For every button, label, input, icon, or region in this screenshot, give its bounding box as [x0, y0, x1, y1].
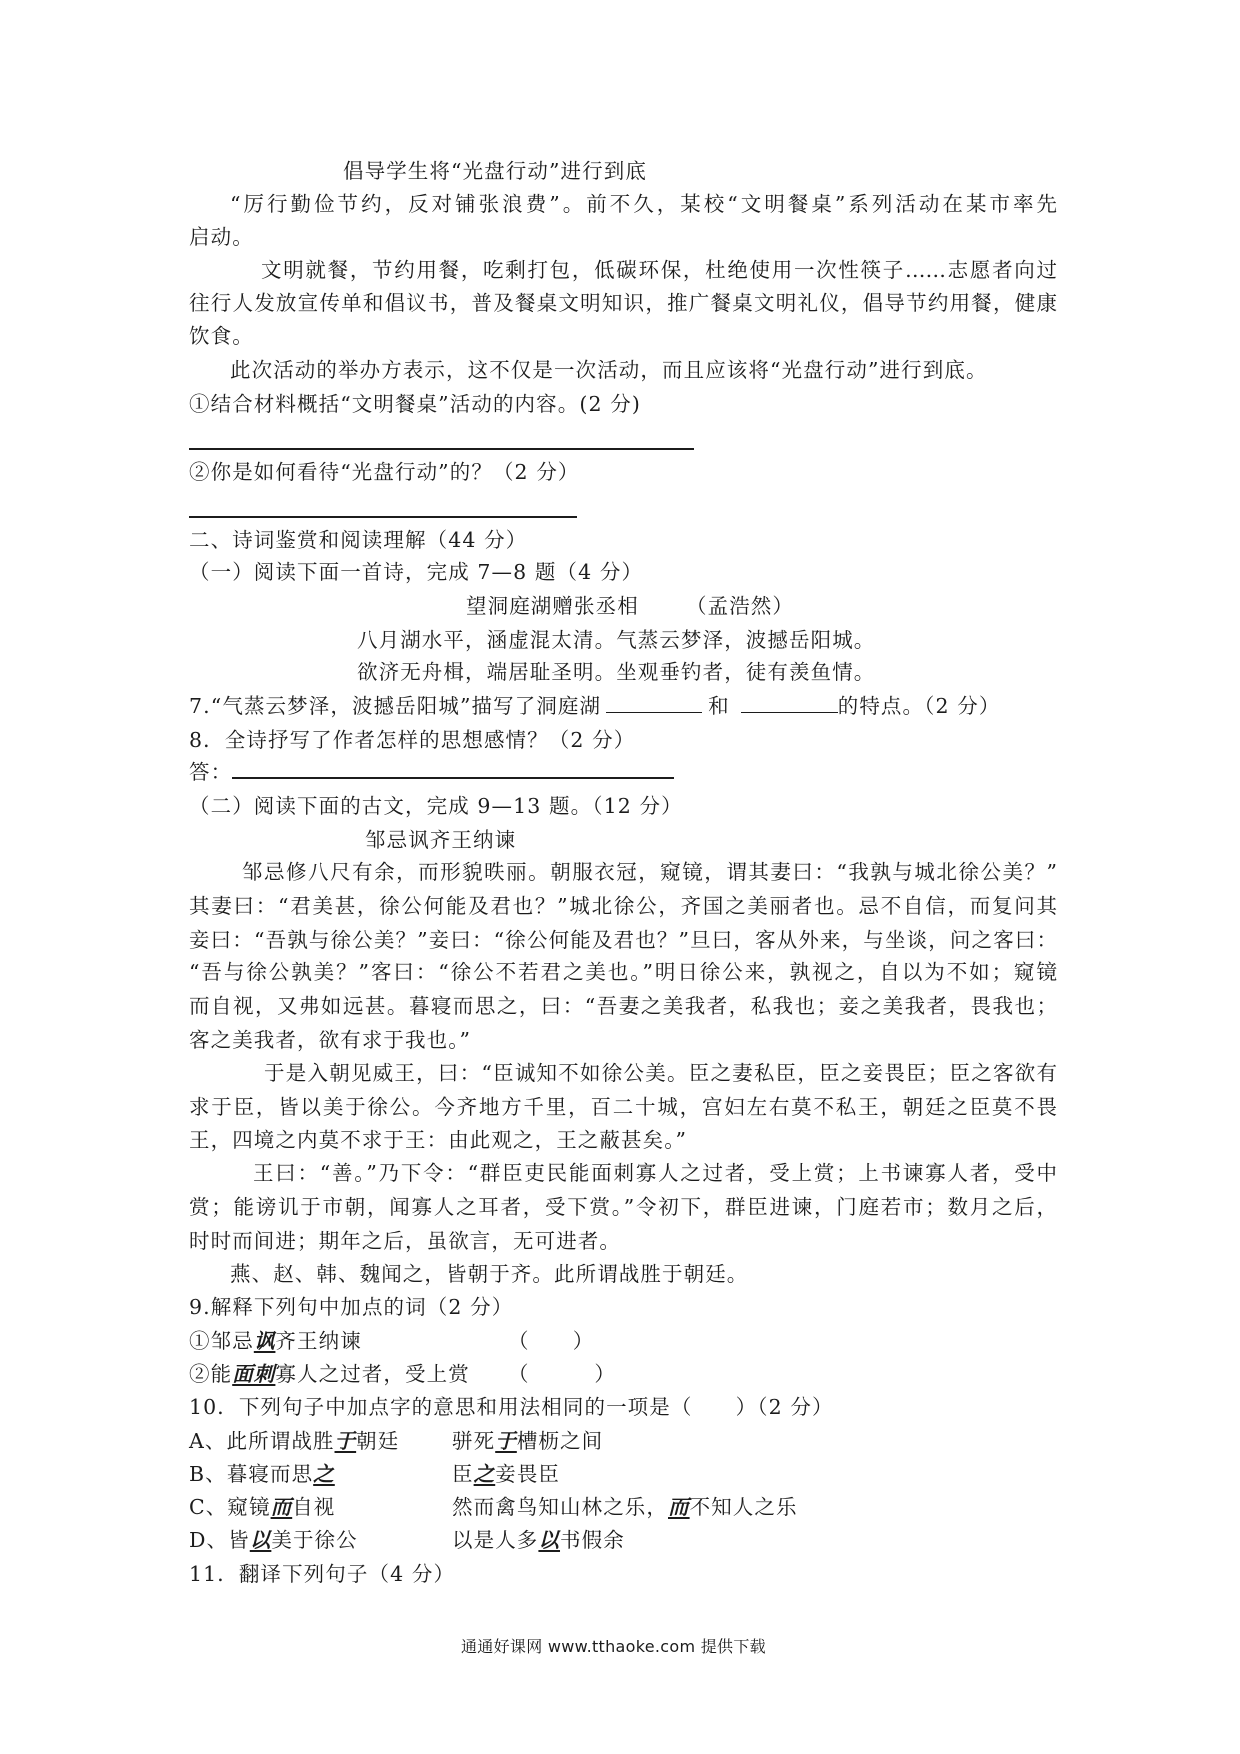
emphasized-word: 以 — [538, 1528, 561, 1552]
poem-line: 八月湖水平，涵虚混太清。气蒸云梦泽，波撼岳阳城。 — [357, 628, 876, 652]
emphasized-word: 面刺 — [232, 1362, 276, 1386]
prose-line: 时时而间进；期年之后，虽欲言，无可进者。 — [189, 1229, 621, 1253]
prose-line: 于是入朝见威王，曰：“臣诚知不如徐公美。臣之妻私臣，臣之妾畏臣；臣之客欲有 — [264, 1061, 1057, 1085]
option-b — [189, 1461, 1057, 1487]
option-text: 臣 — [452, 1462, 474, 1486]
material-line: 此次活动的举办方表示，这不仅是一次活动，而且应该将“光盘行动”进行到底。 — [230, 358, 988, 382]
prose-line: 邹忌修八尺有余，而形貌昳丽。朝服衣冠，窥镜，谓其妻曰：“我孰与城北徐公美？” — [242, 860, 1057, 884]
option-text: 然而禽鸟知山林之乐， — [452, 1495, 668, 1519]
option-label: B、 — [189, 1462, 227, 1486]
item-text: 齐王纳谏 — [275, 1329, 362, 1353]
option-label: A、 — [189, 1429, 227, 1453]
option-text: 自视 — [292, 1495, 336, 1519]
prose-line: 王曰：“善。”乃下令：“群臣吏民能面刺寡人之过者，受上赏；上书谏寡人者，受中 — [253, 1161, 1057, 1185]
answer-rule — [189, 448, 694, 450]
page-footer: 通通好课网 www.tthaoke.com 提供下载 — [461, 1637, 766, 1656]
answer-blank — [741, 694, 838, 713]
question-11: 11．翻译下列句子（4 分） — [189, 1562, 456, 1586]
prose-line: 妾曰：“吾孰与徐公美？”妾曰：“徐公何能及君也？”旦曰，客从外来，与坐谈，问之客曰： — [189, 928, 1057, 952]
question-8: 8．全诗抒写了作者怎样的思想感情？（2 分） — [189, 728, 636, 752]
prose-line: 客之美我者，欲有求于我也。” — [189, 1028, 472, 1052]
question-9: 9.解释下列句中加点的词（2 分） — [189, 1295, 514, 1319]
answer-label: 答： — [189, 760, 233, 784]
option-label: D、 — [189, 1528, 229, 1552]
emphasized-word: 而 — [270, 1495, 293, 1519]
option-text: 书假余 — [560, 1528, 625, 1552]
prose-instruction: （二）阅读下面的古文，完成 9—13 题。（12 分） — [189, 794, 683, 818]
question-8-answer-row — [189, 759, 674, 785]
option-c — [189, 1494, 1057, 1520]
option-text: 此所谓战胜 — [226, 1429, 335, 1453]
question-10: 10．下列句子中加点字的意思和用法相同的一项是（ ）（2 分） — [189, 1395, 834, 1419]
option-text: 槽枥之间 — [516, 1429, 604, 1453]
poem-title: 望洞庭湖赠张丞相 — [466, 594, 639, 618]
emphasized-word: 而 — [668, 1495, 690, 1519]
option-text: 皆 — [228, 1528, 250, 1552]
emphasized-word: 于 — [334, 1429, 357, 1453]
option-d — [189, 1527, 1057, 1553]
material-title: 倡导学生将“光盘行动”进行到底 — [343, 159, 647, 183]
prose-line: 赏；能谤讥于市朝，闻寡人之耳者，受下赏。”令初下，群臣进谏，门庭若市；数月之后， — [189, 1195, 1057, 1219]
question-7-text: 7.“气蒸云梦泽，波撼岳阳城”描写了洞庭湖 — [189, 694, 602, 718]
material-line: 文明就餐，节约用餐，吃剩打包，低碳环保，杜绝使用一次性筷子……志愿者向过 — [261, 258, 1057, 282]
option-compare-sentence — [452, 1494, 798, 1520]
prose-line: 其妻曰：“君美甚，徐公何能及君也？”城北徐公，齐国之美丽者也。忌不自信，而复问其 — [189, 894, 1057, 918]
option-compare-sentence — [452, 1428, 603, 1454]
option-text: 朝廷 — [356, 1429, 400, 1453]
answer-parentheses: （ ） — [508, 1329, 595, 1353]
option-label: C、 — [189, 1495, 228, 1519]
emphasized-word: 于 — [495, 1429, 517, 1453]
material-question-2: ②你是如何看待“光盘行动”的？（2 分） — [189, 460, 580, 484]
material-line: 往行人发放宣传单和倡议书，普及餐桌文明知识，推广餐桌文明礼仪，倡导节约用餐，健康 — [189, 291, 1057, 315]
prose-title: 邹忌讽齐王纳谏 — [365, 828, 517, 852]
material-line: 饮食。 — [189, 324, 254, 348]
emphasized-word: 以 — [249, 1528, 272, 1552]
option-text: 窥镜 — [227, 1495, 271, 1519]
option-text: 美于徐公 — [271, 1528, 358, 1552]
option-compare-sentence — [452, 1461, 560, 1487]
prose-line: 燕、赵、韩、魏闻之，皆朝于齐。此所谓战胜于朝廷。 — [230, 1262, 749, 1286]
answer-parentheses: （ ） — [508, 1362, 616, 1386]
prose-line: 而自视，又弗如远甚。暮寝而思之，曰：“吾妻之美我者，私我也；妾之美我者，畏我也； — [189, 994, 1057, 1018]
poem-author: （孟浩然） — [686, 594, 794, 618]
answer-blank — [606, 694, 702, 713]
emphasized-word: 之 — [313, 1462, 335, 1486]
item-text: ②能 — [189, 1362, 233, 1386]
question-7-connector: 和 — [708, 694, 730, 718]
question-9-item — [189, 1361, 1057, 1387]
section-heading: 二、诗词鉴赏和阅读理解（44 分） — [189, 528, 528, 552]
emphasized-word: 讽 — [253, 1329, 276, 1353]
emphasized-word: 之 — [473, 1462, 496, 1486]
option-a — [189, 1428, 1057, 1454]
option-text: 不知人之乐 — [689, 1495, 798, 1519]
answer-rule — [189, 516, 577, 518]
option-text: 暮寝而思 — [226, 1462, 314, 1486]
item-text: 寡人之过者，受上赏 — [275, 1362, 470, 1386]
question-7 — [189, 693, 1000, 719]
material-question-1: ①结合材料概括“文明餐桌”活动的内容。(2 分) — [189, 392, 641, 416]
material-line: “厉行勤俭节约，反对铺张浪费”。前不久，某校“文明餐桌”系列活动在某市率先 — [230, 192, 1057, 216]
prose-line: 王，四境之内莫不求于王：由此观之，王之蔽甚矣。” — [189, 1128, 688, 1152]
poem-instruction: （一）阅读下面一首诗，完成 7—8 题（4 分） — [189, 560, 644, 584]
option-text: 妾畏臣 — [495, 1462, 561, 1486]
option-compare-sentence — [452, 1527, 625, 1553]
prose-line: “吾与徐公孰美？”客曰：“徐公不若君之美也。”明日徐公来，孰视之，自以为不如；窥镜 — [189, 960, 1057, 984]
question-9-item — [189, 1328, 1057, 1354]
answer-blank — [232, 759, 674, 779]
question-7-suffix: 的特点。（2 分） — [837, 694, 1001, 718]
prose-line: 求于臣，皆以美于徐公。今齐地方千里，百二十城，宫妇左右莫不私王，朝廷之臣莫不畏 — [189, 1095, 1057, 1119]
option-text: 骈死 — [452, 1429, 496, 1453]
material-line: 启动。 — [189, 225, 254, 249]
item-text: ①邹忌 — [189, 1329, 254, 1353]
option-text: 以是人多 — [452, 1528, 539, 1552]
poem-line: 欲济无舟楫，端居耻圣明。坐观垂钓者，徒有羡鱼情。 — [357, 660, 876, 684]
